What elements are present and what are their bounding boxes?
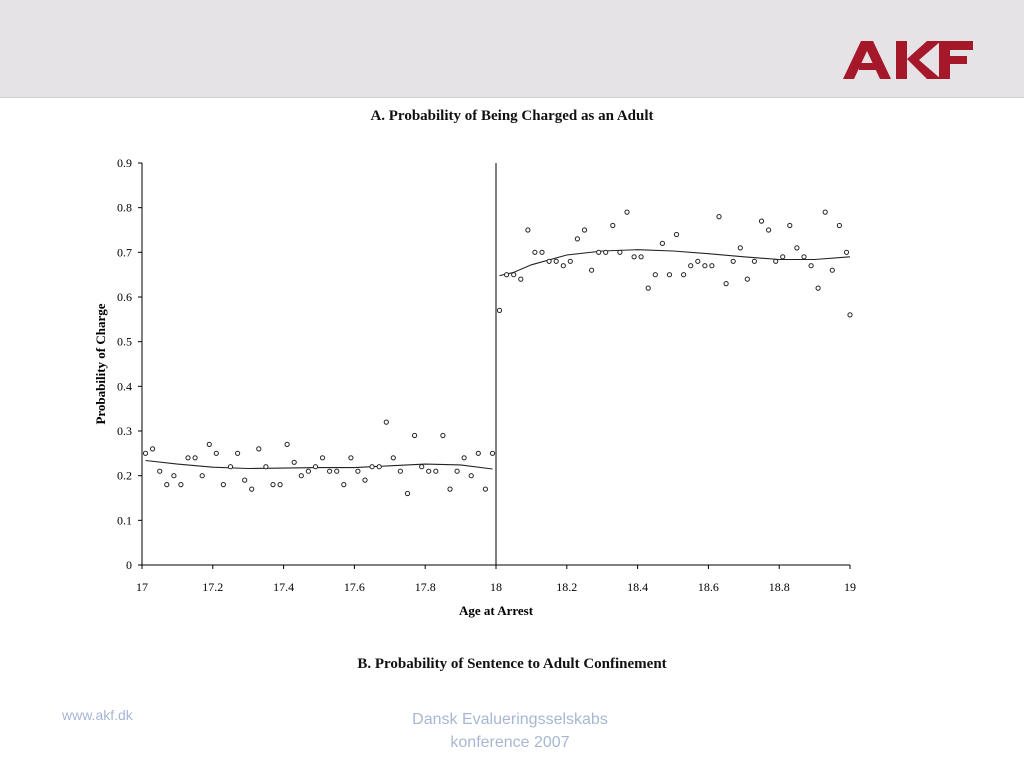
data-point — [745, 277, 749, 281]
data-point — [236, 451, 240, 455]
data-point — [186, 456, 190, 460]
data-point — [816, 286, 820, 290]
data-point — [370, 465, 374, 469]
data-point — [271, 483, 275, 487]
y-axis-label: Probability of Charge — [93, 303, 108, 425]
data-point — [483, 487, 487, 491]
data-point — [221, 483, 225, 487]
data-point — [363, 478, 367, 482]
footer-conference-line2: konference 2007 — [450, 734, 570, 751]
data-point — [689, 264, 693, 268]
x-tick-label: 18.6 — [697, 580, 719, 594]
data-point — [342, 483, 346, 487]
data-point — [519, 277, 523, 281]
data-point — [646, 286, 650, 290]
y-tick-label: 0.2 — [117, 468, 132, 483]
data-point — [667, 273, 671, 277]
y-tick-label: 0.8 — [117, 200, 132, 215]
x-tick-label: 18.8 — [768, 580, 790, 594]
data-point — [848, 313, 852, 317]
data-point — [228, 465, 232, 469]
data-point — [420, 465, 424, 469]
y-tick-label: 0.5 — [117, 334, 132, 349]
data-point — [590, 268, 594, 272]
data-point — [200, 474, 204, 478]
data-point — [243, 478, 247, 482]
chart-labels — [93, 156, 856, 618]
x-tick-label: 17.8 — [414, 580, 436, 594]
data-point — [172, 474, 176, 478]
data-point — [724, 282, 728, 286]
data-point — [505, 273, 509, 277]
chart-axes — [138, 163, 850, 569]
data-point — [434, 469, 438, 473]
data-point — [632, 255, 636, 259]
data-point — [731, 259, 735, 263]
data-point — [674, 232, 678, 236]
y-tick-label: 0 — [126, 558, 132, 572]
data-point — [356, 469, 360, 473]
data-point — [306, 469, 310, 473]
data-point — [448, 487, 452, 491]
data-point — [278, 483, 282, 487]
data-point — [533, 250, 537, 254]
data-point — [469, 474, 473, 478]
data-point — [582, 228, 586, 232]
data-point — [398, 469, 402, 473]
data-point — [264, 465, 268, 469]
data-point — [476, 451, 480, 455]
data-point — [526, 228, 530, 232]
data-point — [575, 237, 579, 241]
x-tick-label: 18.2 — [556, 580, 578, 594]
data-point — [795, 246, 799, 250]
data-point — [660, 241, 664, 245]
data-point — [547, 259, 551, 263]
fit-line-below-18 — [146, 461, 493, 470]
data-points — [143, 210, 852, 496]
y-tick-label: 0.1 — [117, 513, 132, 528]
data-point — [597, 250, 601, 254]
data-point — [490, 451, 494, 455]
data-point — [427, 469, 431, 473]
data-point — [257, 447, 261, 451]
x-tick-label: 17.2 — [202, 580, 224, 594]
x-axis-label: Age at Arrest — [458, 603, 534, 618]
data-point — [455, 469, 459, 473]
data-point — [384, 420, 388, 424]
footer-url[interactable]: www.akf.dk — [62, 707, 133, 723]
y-tick-label: 0.6 — [117, 290, 132, 304]
y-tick-label: 0.3 — [117, 424, 132, 438]
data-point — [625, 210, 629, 214]
data-point — [554, 259, 558, 263]
x-tick-label: 18.4 — [627, 580, 649, 594]
data-point — [844, 250, 848, 254]
data-point — [611, 223, 615, 227]
data-point — [752, 259, 756, 263]
footer-conference-line1: Dansk Evalueringsselskabs — [412, 711, 608, 728]
data-point — [165, 483, 169, 487]
data-point — [710, 264, 714, 268]
data-point — [292, 460, 296, 464]
data-point — [313, 465, 317, 469]
data-point — [143, 451, 147, 455]
data-point — [299, 474, 303, 478]
x-tick-label: 17 — [136, 580, 148, 594]
data-point — [214, 451, 218, 455]
data-point — [391, 456, 395, 460]
y-tick-label: 0.9 — [117, 156, 132, 170]
data-point — [405, 491, 409, 495]
data-point — [335, 469, 339, 473]
data-point — [462, 456, 466, 460]
data-point — [512, 273, 516, 277]
data-point — [250, 487, 254, 491]
data-point — [809, 264, 813, 268]
data-point — [320, 456, 324, 460]
data-point — [497, 308, 501, 312]
data-point — [774, 259, 778, 263]
data-point — [151, 447, 155, 451]
data-point — [696, 259, 700, 263]
data-point — [830, 268, 834, 272]
data-point — [837, 223, 841, 227]
y-tick-label: 0.7 — [117, 245, 132, 260]
x-tick-label: 18 — [490, 580, 502, 594]
data-point — [682, 273, 686, 277]
data-point — [207, 442, 211, 446]
data-point — [158, 469, 162, 473]
data-point — [349, 456, 353, 460]
data-point — [767, 228, 771, 232]
data-point — [568, 259, 572, 263]
x-tick-label: 17.4 — [273, 580, 295, 594]
data-point — [328, 469, 332, 473]
data-point — [639, 255, 643, 259]
data-point — [823, 210, 827, 214]
fit-lines — [146, 250, 851, 469]
data-point — [759, 219, 763, 223]
data-point — [441, 433, 445, 437]
data-point — [717, 215, 721, 219]
data-point — [738, 246, 742, 250]
data-point — [788, 223, 792, 227]
fit-line-above-18 — [500, 250, 851, 276]
data-point — [703, 264, 707, 268]
data-point — [781, 255, 785, 259]
data-point — [540, 250, 544, 254]
x-tick-label: 19 — [844, 580, 856, 594]
data-point — [618, 250, 622, 254]
x-tick-label: 17.6 — [343, 580, 365, 594]
data-point — [561, 264, 565, 268]
data-point — [653, 273, 657, 277]
chart-b-title: B. Probability of Sentence to Adult Confinement — [357, 656, 667, 672]
footer-conference — [360, 708, 660, 754]
y-tick-label: 0.4 — [117, 379, 132, 394]
data-point — [604, 250, 608, 254]
data-point — [193, 456, 197, 460]
data-point — [285, 442, 289, 446]
data-point — [377, 465, 381, 469]
chart-title: A. Probability of Being Charged as an Adult — [370, 108, 654, 124]
data-point — [413, 433, 417, 437]
data-point — [179, 483, 183, 487]
data-point — [802, 255, 806, 259]
